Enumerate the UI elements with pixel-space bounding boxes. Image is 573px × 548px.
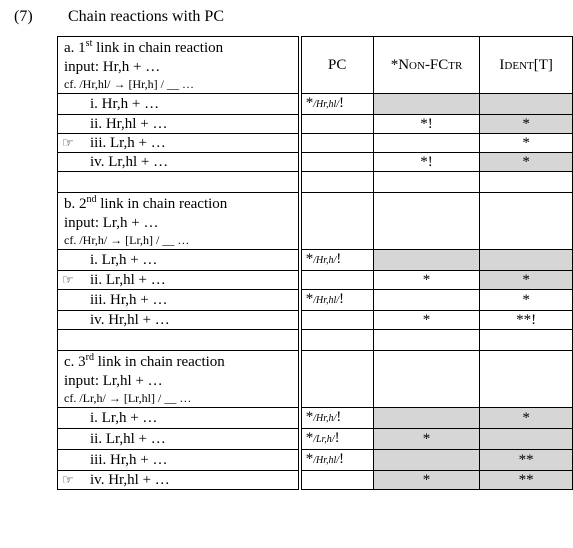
- ident-cell: **: [480, 450, 573, 471]
- pc-cell: [300, 271, 374, 290]
- nonfctr-cell: [373, 408, 480, 429]
- pc-cell: */Hr,h/!: [300, 250, 374, 271]
- col-header-ident: Ident[T]: [480, 37, 573, 94]
- candidate-label: iv. Lr,hl + …: [58, 153, 300, 172]
- candidate-label: ii. Lr,hl + …: [58, 429, 300, 450]
- col-header-nonfctr: *Non-FCtr: [373, 37, 480, 94]
- tableau-a-cf: cf. /Hr,hl/ → [Hr,h] / __ …: [64, 77, 195, 91]
- tableau-b-input: input: Lr,h + …: [64, 215, 159, 231]
- pc-cell: [300, 134, 374, 153]
- ident-cell: *: [480, 290, 573, 311]
- nonfctr-cell: [373, 250, 480, 271]
- candidate-row: [58, 250, 573, 271]
- candidate-row: [58, 94, 573, 115]
- tableau-c-label: c. 3rd link in chain reaction input: Lr,hl + … cf. /Lr,h/ → [Lr,hl] / __ …: [58, 351, 300, 408]
- ident-cell: *: [480, 134, 573, 153]
- tableau-header-c: [58, 351, 573, 408]
- nonfctr-cell: *: [373, 311, 480, 330]
- candidate-label: i. Lr,h + …: [58, 408, 300, 429]
- nonfctr-cell: [373, 450, 480, 471]
- candidate-row-winner: [58, 134, 573, 153]
- pc-cell: */Hr,h/!: [300, 408, 374, 429]
- pointing-hand-icon: ☞: [62, 135, 74, 150]
- pointing-hand-icon: ☞: [62, 472, 74, 487]
- pc-cell: */Hr,hl/!: [300, 290, 374, 311]
- col-header-pc: PC: [300, 37, 374, 94]
- nonfctr-cell: *!: [373, 115, 480, 134]
- nonfctr-cell: [373, 94, 480, 115]
- candidate-label: ii. Hr,hl + …: [58, 115, 300, 134]
- pc-cell: */Lr,h/!: [300, 429, 374, 450]
- nonfctr-cell: *: [373, 429, 480, 450]
- nonfctr-cell: [373, 134, 480, 153]
- candidate-row: [58, 153, 573, 172]
- tableau-a-label: a. 1st link in chain reaction input: Hr,h + … cf. /Hr,hl/ → [Hr,h] / __ …: [58, 37, 300, 94]
- candidate-row-winner: [58, 471, 573, 490]
- candidate-row: [58, 115, 573, 134]
- candidate-label: iv. Hr,hl + …: [58, 311, 300, 330]
- candidate-label: ☞ iv. Hr,hl + …: [58, 471, 300, 490]
- pc-cell: [300, 311, 374, 330]
- ident-cell: [480, 250, 573, 271]
- ident-cell: *: [480, 115, 573, 134]
- candidate-row: [58, 290, 573, 311]
- candidate-label: ☞ iii. Lr,h + …: [58, 134, 300, 153]
- tableau-header-b: [58, 193, 573, 250]
- pc-cell: */Hr,hl/!: [300, 94, 374, 115]
- nonfctr-cell: [373, 290, 480, 311]
- ident-cell: [480, 429, 573, 450]
- candidate-label: ☞ ii. Lr,hl + …: [58, 271, 300, 290]
- tableau-header-a: [58, 37, 573, 94]
- separator-row: [58, 172, 573, 193]
- tableau-b-label: b. 2nd link in chain reaction input: Lr,h + … cf. /Hr,h/ → [Lr,h] / __ …: [58, 193, 300, 250]
- ident-cell: **: [480, 471, 573, 490]
- pc-cell: [300, 115, 374, 134]
- candidate-label: iii. Hr,h + …: [58, 290, 300, 311]
- ident-cell: *: [480, 271, 573, 290]
- tableau-b-cf: cf. /Hr,h/ → [Lr,h] / __ …: [64, 233, 190, 247]
- ident-cell: *: [480, 408, 573, 429]
- candidate-label: i. Lr,h + …: [58, 250, 300, 271]
- pointing-hand-icon: ☞: [62, 272, 74, 287]
- ident-cell: *: [480, 153, 573, 172]
- candidate-row-winner: [58, 271, 573, 290]
- pc-cell: */Hr,hl/!: [300, 450, 374, 471]
- nonfctr-cell: *: [373, 471, 480, 490]
- ident-cell: [480, 94, 573, 115]
- nonfctr-cell: *!: [373, 153, 480, 172]
- tableau-table: [57, 36, 573, 490]
- candidate-label: iii. Hr,h + …: [58, 450, 300, 471]
- tableau-c-input: input: Lr,hl + …: [64, 373, 163, 389]
- tableau-a-input: input: Hr,h + …: [64, 59, 161, 75]
- example-number: (7): [14, 8, 33, 25]
- candidate-row: [58, 450, 573, 471]
- ident-cell: **!: [480, 311, 573, 330]
- separator-row: [58, 330, 573, 351]
- pc-cell: [300, 471, 374, 490]
- candidate-row: [58, 429, 573, 450]
- candidate-label: i. Hr,h + …: [58, 94, 300, 115]
- candidate-row: [58, 311, 573, 330]
- tableau-c-cf: cf. /Lr,h/ → [Lr,hl] / __ …: [64, 391, 192, 405]
- example-title: Chain reactions with PC: [68, 8, 224, 25]
- pc-cell: [300, 153, 374, 172]
- candidate-row: [58, 408, 573, 429]
- nonfctr-cell: *: [373, 271, 480, 290]
